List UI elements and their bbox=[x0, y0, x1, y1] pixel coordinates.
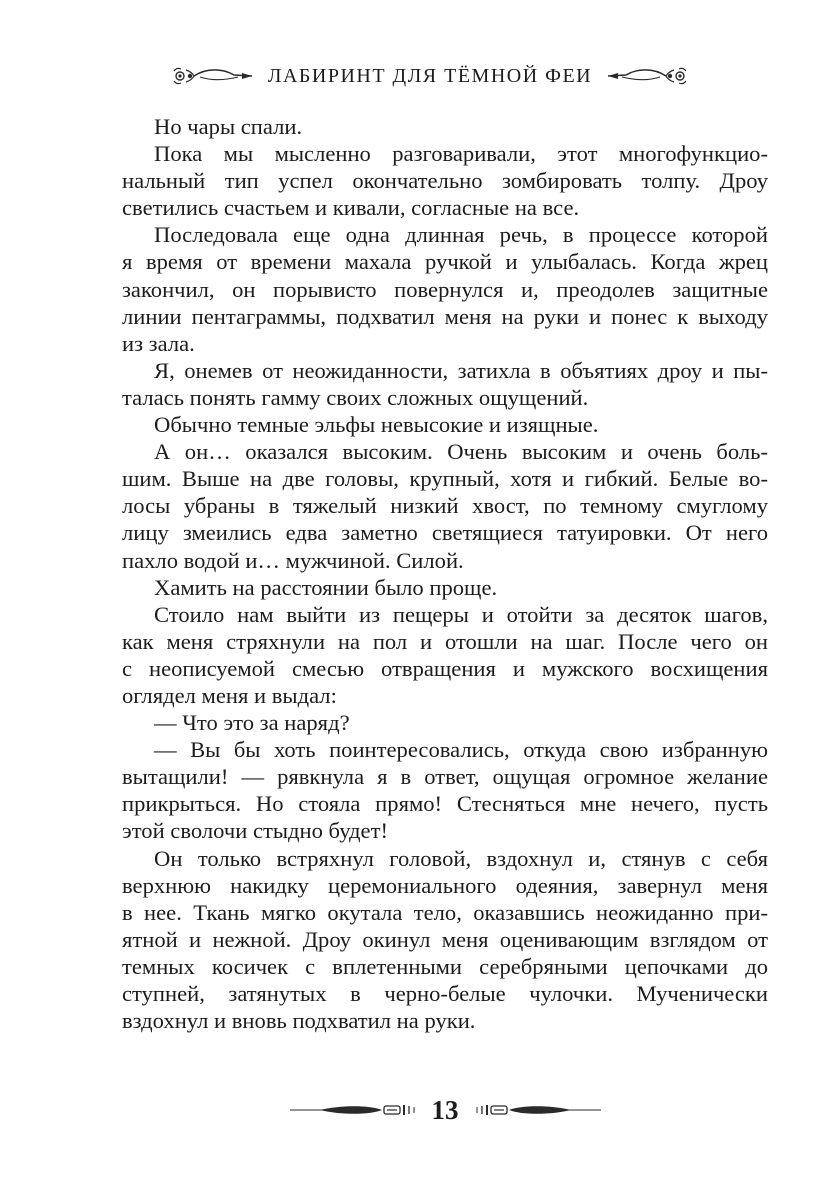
page-body-text bbox=[122, 113, 768, 1034]
text-line: Обычно темные эльфы невысокие и изящные. bbox=[154, 412, 599, 438]
text-line: нальный тип успел окончательно зомбировать толпу. Дроу bbox=[122, 168, 768, 194]
book-title: ЛАБИРИНТ ДЛЯ ТЁМНОЙ ФЕИ bbox=[267, 64, 593, 87]
text-line: пахло водой и… мужчиной. Силой. bbox=[122, 547, 464, 573]
left-footer-ornament bbox=[290, 1102, 420, 1118]
text-line: как меня стряхнули на пол и отошли на шаг. После чего он bbox=[122, 628, 768, 654]
text-line: шим. Выше на две головы, крупный, хотя и гибкий. Белые во- bbox=[122, 466, 768, 492]
text-line: талась понять гамму своих сложных ощущений. bbox=[122, 384, 589, 410]
text-line: закончил, он порывисто повернулся и, преодолев защитные bbox=[122, 276, 768, 302]
text-line: Я, онемев от неожиданности, затихла в объятиях дроу и пы- bbox=[154, 357, 768, 383]
text-line: Последовала еще одна длинная речь, в процессе которой bbox=[154, 222, 768, 248]
text-line: в нее. Ткань мягко окутала тело, оказавшись неожиданно при- bbox=[122, 899, 768, 925]
text-line: — Что это за наряд? bbox=[154, 710, 350, 736]
text-line: лицу змеились едва заметно светящиеся татуировки. От него bbox=[122, 520, 768, 546]
text-line: вытащили! — рявкнула я в ответ, ощущая огромное желание bbox=[122, 764, 768, 790]
text-line: вздохнул и вновь подхватил на руки. bbox=[122, 1008, 476, 1034]
text-line: Он только встряхнул головой, вздохнул и, стянув с себя bbox=[154, 845, 768, 871]
right-footer-ornament bbox=[471, 1102, 601, 1118]
text-line: верхнюю накидку церемониального одеяния, завернул меня bbox=[122, 872, 768, 898]
text-line: Хамить на расстоянии было проще. bbox=[154, 574, 498, 600]
text-line: светились счастьем и кивали, согласные на все. bbox=[122, 195, 580, 221]
page-footer bbox=[280, 1090, 610, 1130]
text-line: из зала. bbox=[122, 330, 195, 356]
right-flourish-ornament bbox=[606, 64, 688, 88]
text-line: линии пентаграммы, подхватил меня на руки и понес к выходу bbox=[122, 303, 768, 329]
text-line: А он… оказался высоким. Очень высоким и очень боль- bbox=[154, 439, 768, 465]
text-line: Стоило нам выйти из пещеры и отойти за десяток шагов, bbox=[154, 601, 768, 627]
left-flourish-ornament bbox=[172, 64, 254, 88]
text-line: темных косичек с вплетенными серебряными цепочками до bbox=[122, 953, 768, 979]
text-line: с неописуемой смесью отвращения и мужского восхищения bbox=[122, 655, 768, 681]
text-line: ятной и нежной. Дроу окинул меня оценивающим взглядом от bbox=[122, 926, 768, 952]
running-header bbox=[150, 58, 710, 94]
text-line: оглядел меня и выдал: bbox=[122, 682, 337, 708]
text-line: — Вы бы хоть поинтересовались, откуда свою избранную bbox=[154, 737, 768, 763]
text-line: Пока мы мысленно разговаривали, этот многофункцио- bbox=[154, 141, 768, 167]
text-line: этой сволочи стыдно будет! bbox=[122, 818, 388, 844]
text-line: я время от времени махала ручкой и улыбалась. Когда жрец bbox=[122, 249, 768, 275]
text-line: Но чары спали. bbox=[154, 114, 303, 139]
text-line: прикрыться. Но стояла прямо! Стесняться мне нечего, пусть bbox=[122, 791, 768, 817]
text-line: ступней, затянутых в черно-белые чулочки. Мученически bbox=[122, 981, 768, 1006]
text-line: лосы убраны в тяжелый низкий хвост, по темному смуглому bbox=[122, 493, 768, 519]
page-number: 13 bbox=[431, 1094, 459, 1125]
